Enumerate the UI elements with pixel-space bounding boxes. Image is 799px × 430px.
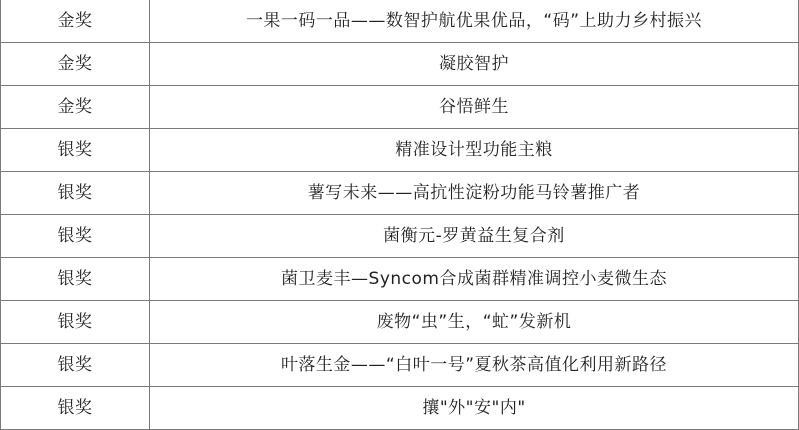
table-row — [1, 344, 799, 387]
award-level-cell: 银奖 — [1, 129, 150, 172]
award-level-cell: 银奖 — [1, 172, 150, 215]
table-row — [1, 86, 799, 129]
award-level-cell: 银奖 — [1, 301, 150, 344]
award-level-cell: 银奖 — [1, 215, 150, 258]
project-name-cell: 薯写未来——高抗性淀粉功能马铃薯推广者 — [150, 172, 799, 215]
award-level-cell: 金奖 — [1, 86, 150, 129]
award-level-cell: 银奖 — [1, 387, 150, 430]
award-level-cell: 银奖 — [1, 258, 150, 301]
award-level-cell: 金奖 — [1, 0, 150, 43]
table-row — [1, 215, 799, 258]
project-name-cell: 攘"外"安"内" — [150, 387, 799, 430]
table-row — [1, 301, 799, 344]
awards-table-body — [1, 0, 799, 430]
project-name-cell: 谷悟鲜生 — [150, 86, 799, 129]
project-name-cell: 叶落生金——“白叶一号”夏秋茶高值化利用新路径 — [150, 344, 799, 387]
table-row — [1, 0, 799, 43]
table-row — [1, 129, 799, 172]
award-level-cell: 金奖 — [1, 43, 150, 86]
project-name-cell: 废物“虫”生，“虻”发新机 — [150, 301, 799, 344]
project-name-cell: 一果一码一品——数智护航优果优品，“码”上助力乡村振兴 — [150, 0, 799, 43]
table-row — [1, 387, 799, 430]
project-name-cell: 菌卫麦丰—Syncom合成菌群精准调控小麦微生态 — [150, 258, 799, 301]
table-row — [1, 258, 799, 301]
award-level-cell: 银奖 — [1, 344, 150, 387]
table-row — [1, 43, 799, 86]
project-name-cell: 精准设计型功能主粮 — [150, 129, 799, 172]
project-name-cell: 凝胶智护 — [150, 43, 799, 86]
project-name-cell: 菌衡元-罗黄益生复合剂 — [150, 215, 799, 258]
table-row — [1, 172, 799, 215]
